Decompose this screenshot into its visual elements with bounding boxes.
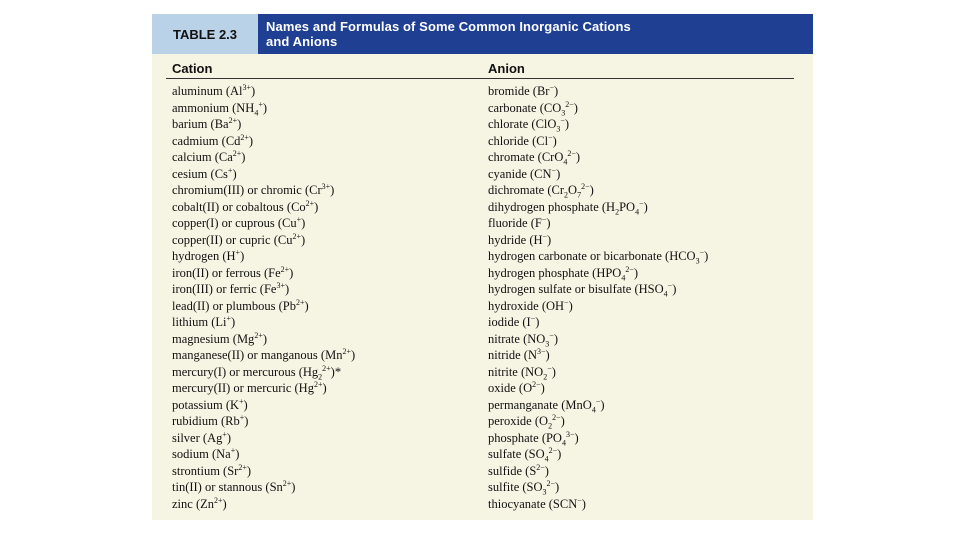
anion-row: carbonate $(CO_3^{2-})$ [488, 99, 578, 117]
anion-charge: 2− [546, 478, 556, 488]
anion-subscript: 4 [544, 454, 549, 464]
anion-subscript: 3 [556, 124, 561, 134]
cation-name: mercury(II) or mercuric [172, 381, 292, 395]
anion-subscript: 3 [545, 339, 550, 348]
anion-subscript: 7 [577, 190, 582, 200]
anion-charge: 2− [625, 264, 634, 274]
anion-symbol: CrO [541, 150, 564, 164]
anion-symbol: HPO [596, 265, 622, 280]
table-panel [152, 14, 813, 520]
cation-name: copper(II) or cupric [172, 232, 271, 247]
cation-symbol: Fe [268, 265, 281, 280]
cation-row: lead(II) or plumbous $(Pb^{2+})$ [172, 297, 309, 313]
cation-charge: 2+ [342, 346, 351, 356]
cation-name: hydrogen [172, 249, 220, 263]
cation-symbol: Cu [277, 232, 293, 247]
anion-subscript: 2 [543, 372, 548, 381]
anion-symbol: H [606, 199, 616, 214]
anion-symbol: F [534, 216, 542, 230]
anion-name: peroxide [488, 414, 532, 428]
anion-name: nitrite [488, 364, 518, 379]
cation-name: cadmium [172, 133, 219, 148]
cation-row: aluminum $(Al^{3+})$ [172, 82, 256, 98]
cation-charge: + [258, 99, 263, 109]
anion-row: chromate (CrO$_4^{2-}$) [488, 148, 581, 167]
anion-subscript: 4 [621, 273, 626, 282]
cation-charge: 2+ [282, 478, 292, 488]
anion-charge: − [560, 115, 565, 125]
cation-row: cesium (Cs+) [172, 165, 237, 181]
anion-row: sulfite $(SO_3^{2-})$ [488, 478, 560, 497]
cation-subscript: 2 [318, 372, 323, 381]
anion-symbol: HCO [669, 249, 696, 263]
cation-charge: 3+ [276, 280, 285, 290]
anion-name: iodide [488, 315, 520, 329]
cation-symbol: Fe [263, 282, 277, 296]
cation-name: cobalt(II) or cobaltous [172, 199, 284, 214]
cation-row: potassium (K+) [172, 396, 248, 412]
cation-charge: + [235, 247, 241, 257]
anion-name: hydrogen carbonate or bicarbonate [488, 249, 662, 263]
cation-row: iron(III) or ferric $(Fe^{3+})$ [172, 280, 290, 296]
cation-subscript: 4 [254, 108, 259, 117]
anion-charge: 2− [548, 445, 558, 455]
anion-subscript: 2 [564, 190, 569, 200]
anion-symbol: N [527, 348, 537, 362]
cation-row: calcium $(Ca^{2+})$ [172, 148, 246, 164]
cation-symbol: Ca [218, 150, 233, 164]
anion-charge: − [541, 214, 547, 224]
cation-row: copper(I) or cuprous (Cu+) [172, 214, 306, 230]
anion-row: chloride (Cl−) [488, 132, 557, 148]
cation-row: magnesium $(Mg^{2+})$ [172, 330, 267, 346]
cation-row: lithium (Li+) [172, 313, 236, 329]
cation-name: barium [172, 117, 208, 131]
cation-name: ammonium [172, 100, 229, 115]
cation-column-header: Cation [172, 61, 213, 76]
cation-symbol: Na [216, 447, 231, 461]
cation-name: potassium [172, 397, 223, 412]
anion-charge: − [551, 165, 557, 175]
anion-name: carbonate [488, 100, 537, 115]
cation-row: manganese(II) or manganous $(Mn^{2+})$ [172, 346, 356, 362]
anion-row: hydride (H−) [488, 231, 552, 247]
anion-symbol: Cl [536, 133, 549, 148]
cation-symbol: Cs [214, 166, 228, 181]
anion-name: hydride [488, 232, 527, 247]
cation-symbol: NH [236, 100, 255, 115]
anion-row: cyanide (CN−) [488, 165, 561, 181]
cation-symbol: Rb [225, 414, 240, 428]
cation-symbol: Cd [225, 133, 241, 148]
cation-row: copper(II) or cupric $(Cu^{2+})$ [172, 231, 306, 247]
anion-name: nitride [488, 348, 521, 362]
cation-symbol: Li [215, 315, 227, 329]
cation-name: cesium [172, 166, 208, 181]
anion-charge: − [530, 313, 536, 323]
anion-symbol: Cr [551, 183, 565, 197]
anion-symbol: SO [528, 447, 545, 461]
cation-row: strontium $(Sr^{2+})$ [172, 462, 252, 478]
cation-charge: 2+ [305, 198, 315, 208]
cation-symbol: H [226, 249, 236, 263]
anion-name: bromide [488, 84, 530, 98]
anion-charge: 2− [565, 99, 574, 109]
cation-row: ammonium $(NH_4^+)$ [172, 99, 267, 117]
anion-row: bromide (Br−) [488, 82, 559, 98]
cation-charge: + [239, 396, 244, 406]
anion-subscript: 4 [563, 157, 568, 167]
anion-subscript: 2 [615, 207, 620, 216]
cation-symbol: Sn [269, 480, 283, 494]
anion-row: sulfate $(SO_4^{2-})$ [488, 445, 562, 464]
cation-symbol: Ba [214, 117, 229, 131]
anion-symbol: S [529, 463, 537, 478]
anion-name: sulfide [488, 463, 523, 478]
cation-row: cobalt(II) or cobaltous $(Co^{2+})$ [172, 198, 319, 214]
table-label: TABLE 2.3 [152, 14, 258, 54]
cation-name: silver [172, 430, 200, 445]
anion-name: phosphate [488, 430, 539, 445]
anion-charge: − [542, 231, 548, 241]
anion-name: fluoride [488, 216, 528, 230]
header-divider [166, 78, 794, 79]
anion-charge: − [564, 297, 569, 307]
anion-subscript: 4 [663, 289, 668, 299]
cation-charge: + [226, 313, 232, 323]
cation-symbol: Sr [227, 463, 239, 478]
cation-symbol: Zn [200, 496, 215, 511]
anion-row: hydrogen sulfate or bisulfate $(HSO_4^-)$ [488, 280, 677, 299]
cation-name: aluminum [172, 84, 223, 98]
anion-symbol: NO [525, 364, 544, 379]
cation-symbol: Hg [302, 364, 319, 379]
cation-name: magnesium [172, 331, 230, 346]
anion-row: sulfide $(S^{2-})$ [488, 462, 549, 478]
cation-charge: + [222, 429, 227, 439]
anion-charge: − [549, 330, 554, 340]
cation-charge: 2+ [292, 231, 301, 241]
anion-subscript: 3 [695, 256, 700, 266]
anion-charge: 2− [581, 181, 590, 191]
cation-name: sodium [172, 447, 209, 461]
cation-row: mercury(II) or mercuric $(Hg^{2+})$ [172, 379, 327, 395]
anion-row: fluoride (F−) [488, 214, 551, 230]
cation-row: iron(II) or ferrous $(Fe^{2+})$ [172, 264, 294, 280]
cation-name: chromium(III) or chromic [172, 183, 302, 197]
anion-name: chlorate [488, 117, 529, 131]
anion-symbol: SO [526, 480, 543, 494]
anion-subscript: 4 [561, 438, 566, 447]
anion-row: phosphate $(PO_4^{3-})$ [488, 429, 579, 447]
cation-charge: 2+ [295, 297, 305, 307]
anion-list [488, 83, 708, 512]
anion-charge: 2− [532, 379, 541, 389]
cation-charge: + [296, 214, 302, 224]
cation-name: lithium [172, 315, 209, 329]
cation-symbol: Cu [282, 216, 297, 230]
cation-name: mercury(I) or mercurous [172, 364, 296, 379]
anion-symbol: HSO [638, 282, 664, 296]
anion-symbol: PO [619, 199, 636, 214]
anion-row: iodide (I−) [488, 313, 540, 329]
cation-charge: 2+ [254, 330, 263, 340]
cation-charge: + [227, 165, 233, 175]
anion-symbol: Br [536, 84, 550, 98]
anion-symbol: O [523, 381, 533, 395]
table-header [152, 14, 813, 54]
anion-row: nitrite $(NO_2^-)$ [488, 363, 556, 381]
cation-row: mercury(I) or mercurous $(Hg_2^{2+})*$ [172, 363, 342, 381]
anion-symbol: CN [534, 166, 552, 181]
anion-row: hydroxide (OH−) [488, 297, 573, 313]
anion-charge: − [577, 495, 582, 505]
cation-charge: 2+ [232, 148, 242, 158]
cation-row: rubidium (Rb+) [172, 412, 249, 428]
cation-name: iron(II) or ferrous [172, 265, 261, 280]
cation-name: strontium [172, 463, 220, 478]
cation-charge: 2+ [228, 115, 238, 125]
anion-name: thiocyanate [488, 496, 546, 511]
cation-charge: 2+ [238, 462, 247, 472]
anion-row: thiocyanate (SCN−) [488, 495, 586, 511]
anion-charge: − [595, 396, 601, 406]
anion-symbol: O [568, 183, 578, 197]
anion-charge: 2− [552, 412, 561, 422]
cation-list [172, 83, 355, 512]
anion-symbol: SCN [552, 496, 578, 511]
cation-name: calcium [172, 150, 212, 164]
footnote-mark: * [334, 364, 342, 379]
anion-row: hydrogen carbonate or bicarbonate $(HCO_3^-)$ [488, 247, 709, 266]
anion-charge: − [699, 247, 705, 257]
anion-row: nitrate $(NO_3^-)$ [488, 330, 558, 348]
cation-symbol: Ag [207, 430, 223, 445]
anion-charge: − [667, 280, 673, 290]
cation-name: iron(III) or ferric [172, 282, 257, 296]
anion-subscript: 4 [635, 207, 640, 216]
cation-name: copper(I) or cuprous [172, 216, 275, 230]
cation-name: rubidium [172, 414, 218, 428]
cation-row: zinc $(Zn^{2+})$ [172, 495, 227, 511]
anion-charge: 2− [567, 148, 576, 158]
anion-name: permanganate [488, 397, 559, 412]
anion-symbol: NO [527, 331, 546, 346]
anion-symbol: OH [545, 298, 565, 313]
anion-row: nitride $(N^{3-})$ [488, 346, 550, 362]
cation-name: manganese(II) or manganous [172, 348, 318, 362]
cation-charge: + [230, 445, 236, 455]
anion-symbol: CO [543, 100, 562, 115]
anion-symbol: ClO [535, 117, 557, 131]
cation-symbol: Cr [309, 183, 322, 197]
cation-row: tin(II) or stannous $(Sn^{2+})$ [172, 478, 296, 494]
anion-symbol: PO [545, 430, 562, 445]
anion-symbol: MnO [565, 397, 592, 412]
cation-symbol: K [230, 397, 240, 412]
cation-charge: 2+ [280, 264, 290, 274]
anion-name: cyanide [488, 166, 527, 181]
anion-name: dihydrogen phosphate [488, 199, 599, 214]
cation-charge: 2+ [214, 495, 223, 505]
anion-row: peroxide $(O_2^{2-})$ [488, 412, 565, 431]
cation-row: silver (Ag+) [172, 429, 232, 445]
anion-charge: 3− [565, 429, 575, 439]
anion-column-header: Anion [488, 61, 525, 76]
anion-subscript: 2 [548, 421, 553, 431]
cation-charge: 2+ [322, 363, 331, 373]
anion-row: dihydrogen phosphate $(H_2PO_4^-)$ [488, 198, 648, 216]
anion-charge: 3− [536, 346, 546, 356]
cation-charge: + [239, 412, 245, 422]
anion-charge: 2− [536, 462, 545, 472]
anion-name: chloride [488, 133, 529, 148]
cation-row: sodium (Na+) [172, 445, 240, 461]
anion-name: sulfite [488, 480, 520, 494]
anion-name: sulfate [488, 447, 522, 461]
anion-charge: − [549, 82, 554, 92]
cation-symbol: Mn [325, 348, 343, 362]
anion-row: chlorate (ClO$_3$−) [488, 115, 570, 134]
cation-row: chromium(III) or chromic $(Cr^{3+})$ [172, 181, 335, 197]
anion-symbol: H [533, 232, 543, 247]
cation-name: zinc [172, 496, 193, 511]
anion-row: permanganate (MnO$_4$−) [488, 396, 605, 414]
anion-name: oxide [488, 381, 516, 395]
anion-charge: − [639, 198, 644, 208]
anion-charge: − [547, 363, 552, 373]
anion-name: chromate [488, 150, 535, 164]
cation-symbol: Al [230, 84, 243, 98]
anion-charge: − [548, 132, 553, 142]
anion-name: hydrogen phosphate [488, 265, 590, 280]
anion-subscript: 3 [561, 108, 566, 117]
cation-charge: 2+ [313, 379, 323, 389]
anion-subscript: 3 [542, 487, 547, 497]
cation-charge: 2+ [240, 132, 249, 142]
anion-row: oxide $(O^{2-})$ [488, 379, 545, 395]
cation-row: hydrogen (H+) [172, 247, 245, 263]
anion-subscript: 4 [591, 405, 596, 414]
cation-name: lead(II) or plumbous [172, 298, 276, 313]
cation-row: cadmium $(Cd^{2+})$ [172, 132, 254, 148]
anion-row: dichromate $(Cr_2O_7^{2-})$ [488, 181, 594, 200]
anion-name: hydrogen sulfate or bisulfate [488, 282, 632, 296]
anion-symbol: O [539, 414, 549, 428]
cation-symbol: Mg [236, 331, 255, 346]
cation-symbol: Hg [298, 381, 314, 395]
table-title [258, 14, 813, 54]
cation-row: barium $(Ba^{2+})$ [172, 115, 242, 131]
cation-charge: 3+ [242, 82, 252, 92]
anion-name: hydroxide [488, 298, 539, 313]
cation-charge: 3+ [321, 181, 331, 191]
anion-row: hydrogen phosphate $(HPO_4^{2-})$ [488, 264, 639, 282]
anion-name: nitrate [488, 331, 520, 346]
table-title-line-1: Names and Formulas of Some Common Inorganic Cations [266, 19, 631, 34]
anion-name: dichromate [488, 183, 545, 197]
table-title-line-2: and Anions [266, 34, 338, 49]
cation-name: tin(II) or stannous [172, 480, 263, 494]
cation-symbol: Co [291, 199, 306, 214]
anion-symbol: I [526, 315, 531, 329]
cation-symbol: Pb [282, 298, 296, 313]
